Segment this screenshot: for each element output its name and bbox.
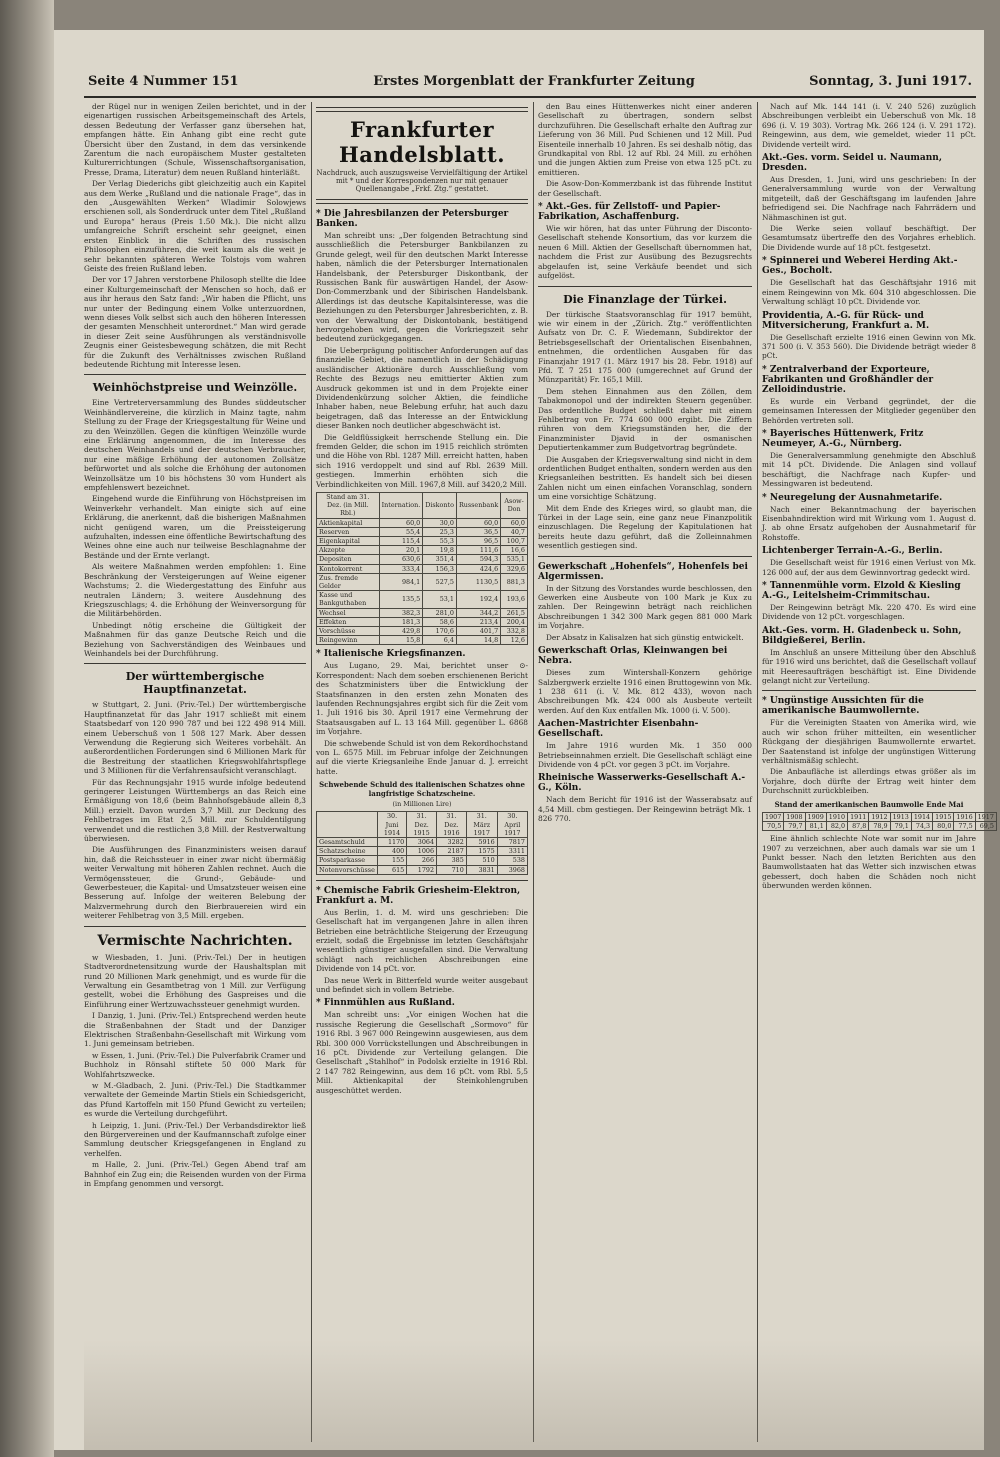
table-cell: 710	[437, 865, 467, 874]
table-header: Diskonto	[423, 492, 457, 518]
article-text: Nach auf Mk. 144 141 (i. V. 240 526) zuzüglich Abschreibungen verbleibt ein Ueberschuß von Mk. 18 696 (i. V. 19 303). Vortrag Mk. 266 124 (i. V. 291 172). Reingewinn, aus dem, wie gemeldet, wieder 11 pCt. Dividende verteilt wird.	[762, 102, 976, 149]
table-cell: 6,4	[423, 636, 457, 645]
article-text: Für das Rechnungsjahr 1915 wurde infolge bedeutend geringerer Leistungen Württembergs an das Reich eine Ermäßigung von 18,6 (beim Bahnhofsgebäude allein 8,3 Mill.) erzielt. Davon wurden 3,7 Mill. zur Deckung des Fehlbetrages im Etat 2,5 Mill. zur Schuldentilgung verwendet und die restlichen 3,8 Mill. der Restverwaltung überwiesen.	[84, 777, 306, 844]
table-cell: 30,0	[423, 518, 457, 527]
table-cell: 16,6	[501, 546, 528, 555]
table-body	[317, 518, 528, 645]
floating-debt-table	[316, 811, 528, 874]
table-cell: Vorschüsse	[317, 627, 380, 636]
table-cell: 351,4	[423, 555, 457, 564]
table-cell: 333,4	[379, 564, 423, 573]
table-cell: 1170	[377, 837, 406, 846]
table-cell: 69,5	[975, 821, 996, 830]
table-cell: Zus. fremde Gelder	[317, 573, 380, 590]
headline-tannenmuehle: * Tannenmühle vorm. Elzold & Kiesling A.-G., Leitelsheim-Crimmitschau.	[762, 581, 961, 601]
reprint-note: Nachdruck, auch auszugsweise Vervielfältigung der Artikel mit * und der Korrespondenzen nur mit genauer Quellenangabe „Frkf. Ztg.“ gestattet.	[316, 169, 528, 193]
table-row	[317, 617, 528, 626]
article-text: der Rügel nur in wenigen Zeilen berichtet, und in der eigenartigen russischen Arbeitsgemeinschaft des Artels, dessen Bedeutung der Verfasser ganz übersehen hat, empfangen hätte. Ein Anhang gibt eine recht gute Übersicht über den Zustand, in dem das versinkende Zarentum die nach europäischem Muster gestalteten Kulturerrichtungen (Schule, Wissenschaftsorganisation, Presse, Drama, Literatur) dem neuen Rußland hinterläßt.	[84, 102, 306, 177]
table-cell: 2187	[437, 847, 467, 856]
headline-aachen-mastrichter: Aachen-Mastrichter Eisenbahn-Gesellschaft.	[538, 719, 699, 740]
headline-vermischte-nachrichten: Vermischte Nachrichten.	[97, 932, 293, 949]
article-text: Die Anbaufläche ist allerdings etwas größer als im Vorjahre, doch dürfte der Ertrag weit hinter dem Durchschnitt zurückbleiben.	[762, 767, 976, 796]
article-text: Die Ausführungen des Finanzministers weisen darauf hin, daß die Reichssteuer in einer zwar nicht übermäßig weiter Verwaltung mit höheren Zahlen rechnet. Auch die Vermögenssteuer, die Grund-, Gebäude- und Gewerbesteuer, die Kapital- und Umsatzsteuer weisen eine Besserung auf. Infolge der weiteren Belebung der Malzvermehrung durch den Bierbrauereien wird ein weiterer Fehlbetrag von 3,5 Mill. ergeben.	[84, 845, 306, 921]
article-text: Die Gesellschaft weist für 1916 einen Verlust von Mk. 126 000 auf, der aus dem Gewinnvortrag gedeckt wird.	[762, 558, 976, 577]
table-cell: Depositen	[317, 555, 380, 564]
headline-ausnahmetarife: * Neuregelung der Ausnahmetarife.	[762, 492, 943, 503]
article-text: h Leipzig, 1. Juni. (Priv.-Tel.) Der Verbandsdirektor ließ den Bürgervereinen und der Kaufmannschaft zufolge einer Sammlung deutscher Kriegsgefangenen in England zu verhelfen.	[84, 1120, 306, 1158]
table-header: 1915	[933, 812, 954, 821]
table-cell: 200,4	[501, 617, 528, 626]
table-cell: 535,1	[501, 555, 528, 564]
cotton-condition-table	[762, 812, 997, 831]
table-cell: 115,4	[379, 536, 423, 545]
table-cell: 74,3	[911, 821, 932, 830]
article-text: Im Jahre 1916 wurden Mk. 1 350 000 Betriebseinnahmen erzielt. Die Gesellschaft schlägt eine Dividende von 4 pCt. vor gegen 3 pCt. im Vorjahre.	[538, 741, 752, 769]
table-header	[317, 812, 378, 838]
table-cell: 12,6	[501, 636, 528, 645]
table-cell: 181,3	[379, 617, 423, 626]
article-text: Eingehend wurde die Einführung von Höchstpreisen im Weinverkehr verhandelt. Man einigte sich auf eine Erklärung, die anerkennt, daß die bisherigen Maßnahmen nicht genügend waren, um die Preissteigerung aufzuhalten, indessen eine öffentliche Bewirtschaftung des Weines ohne eine auch nur teilweise Beschlagnahme der Bestände und der Ernte verlangt.	[84, 494, 306, 560]
table-cell: 266	[407, 856, 437, 865]
article-text: Der Verlag Diederichs gibt gleichzeitig auch ein Kapitel aus dem Werke „Rußland und die nationale Frage“, das in den „Ausgewählten Werken“ Wladimir Solowjews erschienen soll, als Sonderdruck unter dem Titel „Rußland und Europa“ heraus (Preis 1.50 Mk.). Die nicht allzu umfangreiche Schrift erscheint sehr geeignet, einen ersten Einblick in die Schriften des russischen Philosophen einzuführen, die weit kaum als die weit je sehr bekannten späteren Werke Tolstojs vom wahren Geiste des freien Rußland leben.	[84, 179, 306, 273]
article-text: Die schwebende Schuld ist von dem Rekordhochstand von L. 6575 Mill. im Februar infolge der Zeichnungen auf die vierte Kriegsanleihe Ende Januar d. J. erreicht hatte.	[316, 738, 528, 776]
article-text: Die Geldflüssigkeit herrschende Stellung ein. Die fremden Gelder, die schon im 1915 reichlich strömten und die Höhe von Rbl. 1287 Mill. erreicht hatten, haben sich 1916 verdoppelt und sind auf Rbl. 2639 Mill. gestiegen. Immerhin erhöhten sich die Verbindlichkeiten von Mill. 1967,8 Mill. auf 3420,2 Mill.	[316, 432, 528, 489]
table-cell: 1006	[407, 847, 437, 856]
article-text: Die Gesellschaft erzielte 1916 einen Gewinn von Mk. 371 500 (i. V. 353 560). Die Dividende beträgt wieder 8 pCt.	[762, 332, 976, 361]
table-header-row	[763, 812, 997, 821]
divider	[762, 690, 976, 691]
table-row	[317, 573, 528, 590]
table-cell: 332,8	[501, 627, 528, 636]
article-text: w Stuttgart, 2. Juni. (Priv.-Tel.) Der württembergische Hauptfinanzetat für das Jahr 1917 schließt mit einem Staatsbedarf von 120 990 787 und bei 122 498 914 Mill. einem Ueberschuß von 1 508 127 Mark. Aber dessen Verwendung die Regierung sich Weiteres vorbehält. An außerordentlichen Forderungen sind 6 Millionen Mark für die Bestreitung der staatlichen Kriegswohlfahrtspflege und 3 Millionen für die Verfahrensaufsicht veranschlagt.	[84, 700, 306, 776]
article-text: Die Ueberprägung politischer Anforderungen auf das finanzielle Gebiet, die namentlich in der Schädigung ausländischer Aktionäre durch Ausschließung vom Rechte des Bezugs neu emittierter Aktien zum Ausdruck gekommen ist und in dem Projekte einer Dividendenkürzung solcher Aktien, die feindliche Inhaber haben, neue Belebung erfuhr, hat auch dazu beigetragen, daß das Interesse an der Entwicklung dieser Banken noch deutlicher abgeschwächt ist.	[316, 345, 528, 431]
table-header: 1909	[805, 812, 826, 821]
table-header: Russenbank	[456, 492, 500, 518]
table-cell: 19,8	[423, 546, 457, 555]
article-text: Die Ausgaben der Kriegsverwaltung sind nicht in dem ordentlichen Budget enthalten, sondern werden aus den Kriegsanleihen bestritten. Es handelt sich bei diesen Zahlen nicht um einen einfachen Voranschlag, sondern um eine vorsichtige Schätzung.	[538, 454, 752, 502]
table-cell: 155	[377, 856, 406, 865]
table-cell: 81,1	[805, 821, 826, 830]
table-cell: 510	[466, 856, 497, 865]
article-text: w Wiesbaden, 1. Juni. (Priv.-Tel.) Der in heutigen Stadtverordnetensitzung wurde der Haushaltsplan mit rund 20 Millionen Mark genehmigt, und es wurde für die Verwaltung ein Gesamtbetrag von 1 Mill. zur Verfügung gestellt, wobei die Erhöhung des Gaspreises und die Einführung einer Wertzuwachssteuer genehmigt wurden.	[84, 952, 306, 1009]
article-text: m Halle, 2. Juni. (Priv.-Tel.) Gegen Abend traf am Bahnhof ein Zug ein; die Reisenden wurden von der Firma in Empfang genommen und versorgt.	[84, 1160, 306, 1189]
table-cell: 15,8	[379, 636, 423, 645]
column-4	[762, 102, 994, 1442]
table-header: Internation.	[379, 492, 423, 518]
table-header: 1913	[890, 812, 911, 821]
table-cell: 40,7	[501, 527, 528, 536]
table-cell: 79,7	[784, 821, 805, 830]
newspaper-page	[54, 30, 994, 1450]
table-cell: Postsparkasse	[317, 856, 378, 865]
table-cell: 192,4	[456, 591, 500, 608]
table-cell: Effekten	[317, 617, 380, 626]
table-cell: 3064	[407, 837, 437, 846]
table-cell: 527,5	[423, 573, 457, 590]
section-rule	[316, 199, 528, 204]
article-text: Der Absatz in Kalisalzen hat sich günstig entwickelt.	[546, 632, 744, 642]
table-cell: 5916	[466, 837, 497, 846]
headline-herding: * Spinnerei und Weberei Herding Akt.-Ges., Bocholt.	[762, 256, 958, 277]
article-text: Als weitere Maßnahmen werden empfohlen: 1. Eine Beschränkung der Versteigerungen auf Weine eigener Wachstums; 2. die Wiedergestattung des Einfuhr aus neutralen Ländern; 3. weitere Ausdehnung des Kriegszuschlags; 4. die Erhöhung der Weinversorgung für die Militärbehörden.	[84, 562, 306, 619]
table-header: 1914	[911, 812, 932, 821]
table-caption: Stand der amerikanischen Baumwolle Ende Mai	[774, 799, 964, 809]
table-cell: 96,5	[456, 536, 500, 545]
date-header: Sonntag, 3. Juni 1917.	[809, 74, 972, 89]
article-text: Der Reingewinn beträgt Mk. 220 470. Es wird eine Dividende von 12 pCt. vorgeschlagen.	[762, 603, 976, 622]
article-text: Es wurde ein Verband gegründet, der die gemeinsamen Interessen der Mitglieder gegenüber den Behörden vertreten soll.	[762, 396, 976, 425]
table-cell: 329,6	[501, 564, 528, 573]
headline-lichtenberger-terrain: Lichtenberger Terrain-A.-G., Berlin.	[762, 546, 943, 557]
article-text: den Bau eines Hüttenwerkes nicht einer anderen Gesellschaft zu übertragen, sondern selbst durchzuführen. Die Gesellschaft erhalte den Auftrag zur Lieferung von 36 Mill. Pud Schienen und 12 Mill. Pud Eisenteile innerhalb 10 Jahren. Es sei deshalb nötig, das Grundkapital von Rbl. 12 auf Rbl. 24 Mill. zu erhöhen und die jungen Aktien zum Preise von etwa 125 pCt. zu emittieren.	[538, 102, 752, 177]
table-cell: 630,6	[379, 555, 423, 564]
table-cell: 55,3	[423, 536, 457, 545]
headline-providentia: Providentia, A.-G. für Rück- und Mitversicherung, Frankfurt a. M.	[762, 310, 930, 331]
table-row	[763, 821, 997, 830]
article-text: Eine Vertreterversammlung des Bundes süddeutscher Weinhändlervereine, die kürzlich in Mainz tagte, nahm Stellung zu der Frage der Kriegsgestaltung für Weine und zu den Weinzöllen. Gegen die künftigen Weinzölle wurde eine Erklärung angenommen, die im Interesse des deutschen Weinhandels und der deutschen Verbraucher, nur eine mäßige Erhöhung der autonomen Zollsätze befürwortet und als solche die Erhöhung der autonomen Weinzollsätze um 10 bis höchstens 30 vom Hundert als empfehlenswert bezeichnet.	[84, 398, 306, 493]
headline-rheinische-wasserwerke: Rheinische Wasserwerks-Gesellschaft A.-G., Köln.	[538, 773, 746, 794]
table-cell: 170,6	[423, 627, 457, 636]
masthead: Erstes Morgenblatt der Frankfurter Zeitung	[373, 74, 695, 89]
section-rule	[316, 107, 528, 112]
table-cell: 111,6	[456, 546, 500, 555]
article-text: Mit dem Ende des Krieges wird, so glaubt man, die Türkei in der Lage sein, eine ganz neue Finanzpolitik einzuschlagen. Die Regelung der Kapitulationen hat bereits heute dazu geführt, daß die Zolleinnahmen wesentlich gestiegen sind.	[538, 503, 752, 551]
table-header: 1916	[954, 812, 975, 821]
article-text: w M.-Gladbach, 2. Juni. (Priv.-Tel.) Die Stadtkammer verwaltete der Gemeinde Martin Stiels ein Schiedsgericht, das Pfund Kartoffeln mit 150 Pfund Gewicht zu verteilen; es wurde die Verteilung durchgeführt.	[84, 1080, 306, 1119]
table-cell: 424,6	[456, 564, 500, 573]
table-cell: 1130,5	[456, 573, 500, 590]
article-text: Im Anschluß an unsere Mitteilung über den Abschluß für 1916 wird uns berichtet, daß die Gesellschaft vollauf mit Heeresaufträgen beschäftigt ist. Eine Dividende gelangt nicht zur Verteilung.	[762, 647, 976, 686]
table-cell: 60,0	[379, 518, 423, 527]
table-cell: Notenvorschüsse	[317, 865, 378, 874]
article-text: Die Werke seien vollauf beschäftigt. Der Gesamtumsatz übertreffe den des Vorjahres erheblich. Die Dividende wurde auf 18 pCt. festgesetzt.	[762, 224, 976, 252]
table-header: 1917	[975, 812, 996, 821]
table-cell: Reserven	[317, 527, 380, 536]
article-text: Das neue Werk in Bitterfeld wurde weiter ausgebaut und befindet sich in vollem Betriebe.	[316, 975, 528, 994]
table-cell: Wechsel	[317, 608, 380, 617]
table-cell: 429,8	[379, 627, 423, 636]
table-cell: 385	[437, 856, 467, 865]
table-cell: 58,6	[423, 617, 457, 626]
table-row	[317, 555, 528, 564]
column-2	[316, 102, 528, 1442]
table-row	[317, 865, 528, 874]
headline-gewerkschaft-orlas: Gewerkschaft Orlas, Kleinwangen bei Nebra.	[538, 646, 728, 667]
article-text: Der vor 17 Jahren verstorbene Philosoph stellte die Idee einer Kulturgemeinschaft der Menschen so hoch, daß er aus ihr heraus den Satz fand: „Wir haben die Pflicht, uns nur unter der Bedingung einem Volke unterzuordnen, wenn dieses Volk selbst sich auch den höheren Interessen der gesamten Menschheit unterordnet.“ Man wird gerade in dieser Zeit seine Ausführungen als verständnisvolle Zeugnis einer Geistesbewegung schätzen, die mit Recht für die Zukunft des Verhältnisses zwischen Rußland bedeutende Richtung mit Interesse lesen.	[84, 275, 306, 369]
article-text: Nach dem Bericht für 1916 ist der Wasserabsatz auf 4,54 Mill. cbm gestiegen. Der Reingewinn beträgt Mk. 1 826 770.	[538, 795, 752, 824]
table-cell: 55,4	[379, 527, 423, 536]
table-cell: Kasse und Bankguthaben	[317, 591, 380, 608]
column-rule	[533, 102, 534, 1442]
article-text: Die Asow-Don-Kommerzbank ist das führende Institut der Gesellschaft.	[538, 179, 752, 198]
table-header: Asow-Don	[501, 492, 528, 518]
divider	[84, 663, 306, 664]
book-binding	[0, 0, 54, 1457]
table-cell: 3311	[497, 847, 527, 856]
article-text: Wie wir hören, hat das unter Führung der Disconto-Gesellschaft stehende Konsortium, das vor kurzem die neuen 6 Mill. Aktien der Gesellschaft übernommen hat, nachdem die Frist zur Ausübung des Bezugsrechts abgelaufen ist, seine Verkäufe beendet und sich aufgelöst.	[538, 224, 752, 281]
headline-bayerisches-huettenwerk: * Bayerisches Hüttenwerk, Fritz Neumeyer, A.-G., Nürnberg.	[762, 428, 924, 449]
bank-balance-table	[316, 492, 528, 645]
article-text: Man schreibt uns: „Vor einigen Wochen hat die russische Regierung die Gesellschaft „Sormovo“ für 1916 Rbl. 3 967 000 Reingewinn ausgewiesen, aus dem Rbl. 300 000 Vorrückstellungen und Abschreibungen in 16 pCt. Dividende zur Verteilung gelangen. Die Gesellschaft „Stahlhof“ in Podolsk erzielte in 1916 Rbl. 2 147 782 Reingewinn, aus dem 16 pCt. vom Rbl. 5,5 Mill. Aktienkapital der Steinkohlengruben ausgeschüttet werden.	[316, 1010, 528, 1095]
table-header: 1910	[826, 812, 847, 821]
article-text: Man schreibt uns: „Der folgenden Betrachtung sind ausschließlich die Petersburger Bankbilanzen zu Grunde gelegt, weil für den deutschen Markt Interesse haben, nämlich die der Petersburger Internationalen Handelsbank, der Petersburger Diskontbank, der Russischen Bank für auswärtigen Handel, der Asow-Don-Commerzbank und der Sibirischen Handelsbank. Allerdings ist das deutsche Kapitalsinteresse, was die Beziehungen zu den Petersburger Jahresberichten, z. B. von der Verwaltung der Diskontobank, bestätigend hervorgehoben wird, gegen die Vorkriegszeit sehr bedeutend zurückgegangen.	[316, 231, 528, 344]
table-cell: 78,9	[869, 821, 890, 830]
table-cell: 100,7	[501, 536, 528, 545]
table-cell: 281,0	[423, 608, 457, 617]
table-row	[317, 627, 528, 636]
article-text: In der Sitzung des Vorstandes wurde beschlossen, den Gewerken eine Ausbeute von 100 Mark je Kux zu zahlen. Der Reingewinn beträgt nach reichlichen Abschreibungen 1 342 300 Mark gegen 881 000 Mark im Vorjahre.	[538, 583, 752, 631]
article-text: Die Generalversammlung genehmigte den Abschluß mit 14 pCt. Dividende. Die Anlagen sind vollauf beschäftigt, die Nachfrage nach Kupfer- und Messingwaren ist bedeutend.	[762, 450, 976, 489]
article-text: Dem stehen Einnahmen aus den Zöllen, dem Tabakmonopol und der indirekten Steuern gegenüber. Das ordentliche Budget schließt daher mit einem Fehlbetrag von Fr. 774 600 000 ergibt. Die Ziffern rühren von dem Kriegsumständen her, die der Finanzminister Djavid in der osmanischen Deputiertenkammer zum Budgetvortrag begründete.	[538, 386, 752, 453]
table-row	[317, 518, 528, 527]
table-cell: 1792	[407, 865, 437, 874]
article-text: I Danzig, 1. Juni. (Priv.-Tel.) Entsprechend werden heute die Straßenbahnen der Stadt und der Danziger Elektrischen Straßenbahn-Gesellschaft mit Wirkung vom 1. Juni gemeinsam betrieben.	[84, 1011, 306, 1049]
table-header: 30. Juni 1914	[377, 812, 406, 838]
table-cell: 881,3	[501, 573, 528, 590]
article-text: Eine ähnlich schlechte Note war somit nur im Jahre 1907 zu verzeichnen, aber auch damals war sie um 1 Punkt besser. Nach den letzten Berichten aus den Baumwollstaaten hat das Wetter sich inzwischen etwas gebessert, doch haben die Schäden noch nicht überwunden werden können.	[762, 834, 976, 891]
table-header: Stand am 31. Dez. (in Mill. Rbl.)	[317, 492, 380, 518]
headline-baumwollernte: * Ungünstige Aussichten für die amerikanische Baumwollernte.	[762, 696, 924, 717]
table-row	[317, 856, 528, 865]
divider	[84, 926, 306, 927]
headline-petersburger-banken: * Die Jahresbilanzen der Petersburger Banken.	[316, 209, 509, 229]
table-cell: 36,5	[456, 527, 500, 536]
table-cell: Schatzscheine	[317, 847, 378, 856]
article-text: w Essen, 1. Juni. (Priv.-Tel.) Die Pulverfabrik Cramer und Buchholz in Rönsahl stiftete 50 000 Mark für Wohlfahrtszwecke.	[84, 1050, 306, 1079]
table-cell: 20,1	[379, 546, 423, 555]
table-row	[317, 546, 528, 555]
table-row	[317, 564, 528, 573]
table-body	[317, 837, 528, 874]
column-1	[84, 102, 306, 1442]
column-rule	[311, 102, 312, 1442]
table-cell: 82,0	[826, 821, 847, 830]
table-header: 31. Dez. 1916	[437, 812, 467, 838]
table-cell: 3282	[437, 837, 467, 846]
headline-italienische-kriegsfinanzen: * Italienische Kriegsfinanzen.	[316, 649, 466, 660]
table-header: 1908	[784, 812, 805, 821]
table-cell: Aktienkapital	[317, 518, 380, 527]
article-text: Die Gesellschaft hat das Geschäftsjahr 1916 mit einem Reingewinn von Mk. 604 310 abgeschlossen. Die Verwaltung schlägt 10 pCt. Dividende vor.	[762, 278, 976, 307]
table-row	[317, 536, 528, 545]
table-cell: 14,8	[456, 636, 500, 645]
divider	[538, 286, 752, 287]
table-cell: 80,0	[933, 821, 954, 830]
table-cell: 77,5	[954, 821, 975, 830]
table-cell: Akzepte	[317, 546, 380, 555]
headline-griesheim-elektron: * Chemische Fabrik Griesheim-Elektron, Frankfurt a. M.	[316, 885, 521, 906]
table-header: 1912	[869, 812, 890, 821]
table-row	[317, 608, 528, 617]
headline-finnmuehlen: * Finnmühlen aus Rußland.	[316, 998, 455, 1009]
article-text: Der türkische Staatsvoranschlag für 1917 bemüht, wie wir einem in der „Zürich. Ztg.“ veröffentlichten Aufsatz von Dr. C. F. Wiedemann, Subdirektor der Betriebsgesellschaft der Orientalischen Eisenbahnen, entnehmen, die ordentlichen Ausgaben für das Finanzjahr 1917 (1. März 1917 bis 28. Febr. 1918) auf Pfd. T. 7 251 175 000 (umgerechnet auf Grund der Münzparität) Fr. 165,1 Mill.	[538, 309, 752, 385]
table-header-row	[317, 812, 528, 838]
table-cell: 60,0	[456, 518, 500, 527]
table-subcaption: (in Millionen Lire)	[392, 800, 452, 809]
header-rule	[84, 96, 976, 98]
table-cell: 344,2	[456, 608, 500, 617]
table-cell: 135,5	[379, 591, 423, 608]
table-cell: Reingewinn	[317, 636, 380, 645]
headline-hauptfinanzetat: Der württembergische Hauptfinanzetat.	[125, 670, 265, 697]
divider	[84, 374, 306, 375]
table-cell: 87,8	[848, 821, 869, 830]
column-3	[538, 102, 752, 1442]
article-text: Aus Dresden, 1. Juni, wird uns geschrieben: In der Generalversammlung wurde von der Verwaltung mitgeteilt, daß der Geschäftsgang im laufenden Jahre befriedigend sei. Die Nachfrage nach Fahrrädern und Nähmaschinen ist gut.	[762, 175, 976, 222]
table-cell: 400	[377, 847, 406, 856]
table-header-row	[317, 492, 528, 518]
page-number-header: Seite 4 Nummer 151	[88, 74, 239, 89]
divider	[316, 880, 528, 881]
column-rule	[757, 102, 758, 1442]
table-cell: Eigenkapital	[317, 536, 380, 545]
table-cell: 25,3	[423, 527, 457, 536]
table-cell: 193,6	[501, 591, 528, 608]
table-cell: Gesamtschuld	[317, 837, 378, 846]
headline-gewerkschaft-hohenfels: Gewerkschaft „Hohenfels“, Hohenfels bei Algermissen.	[538, 561, 748, 582]
table-cell: 70,5	[763, 821, 784, 830]
section-title-handelsblatt: Frankfurter Handelsblatt.	[338, 117, 506, 167]
article-text: Unbedingt nötig erscheine die Gültigkeit der Maßnahmen für das ganze Deutsche Reich und die Beziehung von Sachverständigen des Weinbaues und Weinhandels bei der Durchführung.	[84, 620, 306, 658]
headline-weinhoechstpreise: Weinhöchstpreise und Weinzölle.	[92, 381, 298, 395]
table-cell: 594,3	[456, 555, 500, 564]
article-text: Aus Lugano, 29. Mai, berichtet unser ⊙-Korrespondent: Nach dem soeben erschienenen Bericht des Schatzministers über die Entwicklung der Staatsfinanzen in den ersten zehn Monaten des laufenden Rechnungsjahres ergibt sich für die Zeit vom 1. Juli 1916 bis 30. April 1917 eine Vermehrung der Staatsausgaben auf L. 13 164 Mill. gegenüber L. 6868 im Vorjahre.	[316, 661, 528, 737]
table-header: 30. April 1917	[497, 812, 527, 838]
headline-zentralverband: * Zentralverband der Exporteure, Fabrikanten und Großhändler der Zelloidindustrie.	[762, 364, 934, 395]
table-header: 1907	[763, 812, 784, 821]
headline-finanzlage-tuerkei: Die Finanzlage der Türkei.	[563, 292, 727, 306]
table-cell: 156,3	[423, 564, 457, 573]
headline-seidel-naumann: Akt.-Ges. vorm. Seidel u. Naumann, Dresden.	[762, 153, 942, 174]
headline-aschaffenburg: * Akt.-Ges. für Zellstoff- und Papier-Fabrikation, Aschaffenburg.	[538, 202, 721, 223]
table-row	[317, 847, 528, 856]
article-text: Dieses zum Wintershall-Konzern gehörige Salzbergwerk erzielte 1916 einen Bruttogewinn von Mk. 1 238 611 (i. V. Mk. 812 433), wovon nach Abschreibungen Mk. 424 000 als Ausbeute verteilt werden. Auf den Kux entfallen Mk. 1000 (i. V. 500).	[538, 668, 752, 715]
table-header: 31. Dez. 1915	[407, 812, 437, 838]
table-cell: 3831	[466, 865, 497, 874]
table-cell: 60,0	[501, 518, 528, 527]
table-row	[317, 636, 528, 645]
table-row	[317, 527, 528, 536]
article-text: Nach einer Bekanntmachung der bayerischen Eisenbahndirektion wird mit Wirkung vom 1. August d. J. ab ohne Ersatz aufgehoben der Ausnahmetarif für Rohstoffe.	[762, 504, 976, 542]
table-cell: 213,4	[456, 617, 500, 626]
table-header: 31. März 1917	[466, 812, 497, 838]
headline-gladenbeck: Akt.-Ges. vorm. H. Gladenbeck u. Sohn, Bildgießerei, Berlin.	[762, 625, 962, 646]
table-cell: 984,1	[379, 573, 423, 590]
table-cell: 7817	[497, 837, 527, 846]
table-cell: 3968	[497, 865, 527, 874]
article-text: Für die Vereinigten Staaten von Amerika wird, wie auch wir schon früher mitteilten, ein wesentlicher Rückgang der diesjährigen Baumwollernte erwartet. Der Saatenstand ist infolge der ungünstigen Witterung verhältnismäßig schlecht.	[762, 718, 976, 766]
table-header: 1911	[848, 812, 869, 821]
table-cell: 382,3	[379, 608, 423, 617]
divider	[538, 556, 752, 557]
table-row	[317, 837, 528, 846]
table-cell: 53,1	[423, 591, 457, 608]
table-cell: Kontokorrent	[317, 564, 380, 573]
table-cell: 401,7	[456, 627, 500, 636]
table-cell: 79,1	[890, 821, 911, 830]
table-row	[317, 591, 528, 608]
table-cell: 538	[497, 856, 527, 865]
article-text: Aus Berlin, 1. d. M. wird uns geschrieben: Die Gesellschaft hat im vergangenen Jahre in allen ihren Betrieben eine beträchtliche Steigerung der Erzeugung erzielt, sodaß die Ergebnisse im letzten Geschäftsjahr wesentlich günstiger ausgefallen sind. Die Verwaltung schlägt nach reichlichen Abschreibungen eine Dividende von 14 pCt. vor.	[316, 907, 528, 974]
table-cell: 1575	[466, 847, 497, 856]
table-caption: Schwebende Schuld des italienischen Schatzes ohne langfristige Schatzscheine.	[319, 780, 525, 799]
table-cell: 615	[377, 865, 406, 874]
table-cell: 261,5	[501, 608, 528, 617]
